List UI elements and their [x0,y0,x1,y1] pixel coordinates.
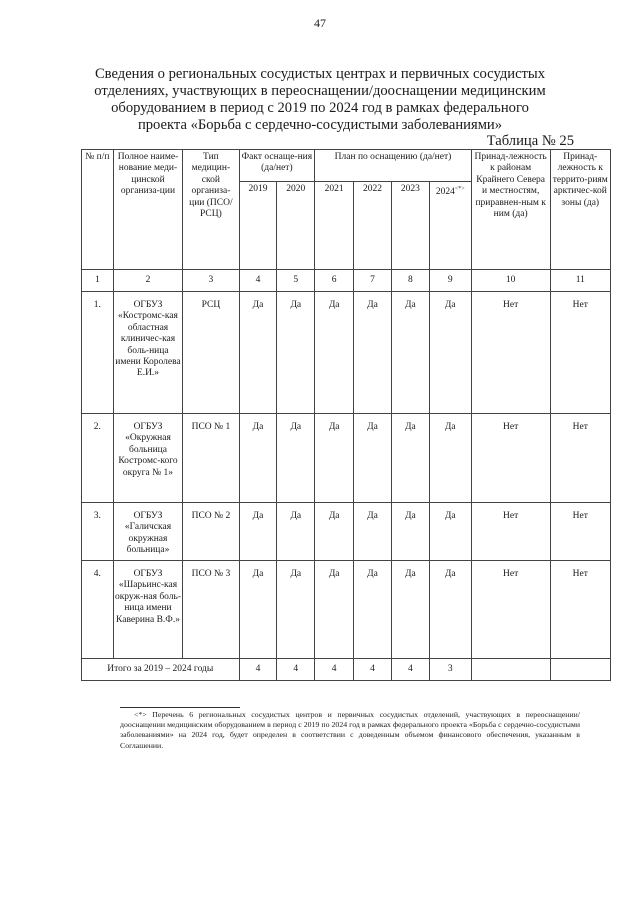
footnote-marker: <*> [454,186,465,192]
total-value: 4 [391,659,429,681]
footnote-mark: <*> [134,710,147,719]
col-number: 3 [183,270,239,292]
row-name: ОГБУЗ «Шарьинс-кая окруж-ная боль-ница имени Каверина В.Ф.» [113,561,183,659]
row-value: Да [315,503,354,561]
row-north: Нет [471,503,550,561]
row-value: Да [277,561,315,659]
row-value: Да [354,503,392,561]
col-number: 6 [315,270,354,292]
year-label: 2024 [435,187,455,198]
header-year-2024 [429,182,471,270]
row-arctic: Нет [550,414,610,503]
row-num: 3. [82,503,114,561]
row-north: Нет [471,292,550,414]
row-type: ПСО № 2 [183,503,239,561]
row-name: ОГБУЗ «Окружная больница Костромс-кого округа № 1» [113,414,183,503]
row-value: Да [277,503,315,561]
page-number: 47 [314,16,326,30]
row-value: Да [354,561,392,659]
header-type: Тип медицин-ской организа-ции (ПСО/ РСЦ) [183,150,239,270]
col-number: 11 [550,270,610,292]
header-year: 2022 [354,182,392,270]
row-value: Да [239,561,277,659]
row-value: Да [239,292,277,414]
col-number: 10 [471,270,550,292]
row-type: ПСО № 1 [183,414,239,503]
row-value: Да [391,561,429,659]
row-value: Да [354,292,392,414]
row-north: Нет [471,561,550,659]
row-value: Да [429,292,471,414]
total-value: 4 [277,659,315,681]
footnote-text: Перечень 6 региональных сосудистых центров и первичных сосудистых отделений, участвующих в переоснащении/дооснащении медицинским оборудованием в период с 2019 по 2024 год в рамках федерального проекта «Борьба с сердечно-сосудистыми заболеваниями» на 2024 год, будет определен в соответствии с доведенным объемом финансового обеспечения, указанным в Соглашении. [120,710,580,750]
col-number: 7 [354,270,392,292]
row-num: 4. [82,561,114,659]
header-plan: План по оснащению (да/нет) [315,150,472,182]
row-value: Да [429,561,471,659]
row-type: ПСО № 3 [183,561,239,659]
title-line: отделениях, участвующих в переоснащении/дооснащении медицинским [94,83,546,99]
total-value: 4 [354,659,392,681]
row-value: Да [239,503,277,561]
total-value: 3 [429,659,471,681]
total-label: Итого за 2019 – 2024 годы [82,659,240,681]
header-year: 2019 [239,182,277,270]
row-name: ОГБУЗ «Галичская окружная больница» [113,503,183,561]
header-num: № п/п [82,150,114,270]
table-label: Таблица № 25 [486,133,574,149]
header-north: Принад-лежность к районам Крайнего Севера и местностям, приравнен-ным к ним (да) [471,150,550,270]
col-number: 4 [239,270,277,292]
col-number: 2 [113,270,183,292]
document-title [78,66,562,134]
row-value: Да [315,292,354,414]
col-number: 8 [391,270,429,292]
row-arctic: Нет [550,503,610,561]
total-empty [550,659,610,681]
header-fact: Факт оснаще-ния (да/нет) [239,150,315,182]
row-value: Да [239,414,277,503]
header-arctic: Принад-лежность к террито-риям арктичес-кой зоны (да) [550,150,610,270]
total-value: 4 [315,659,354,681]
footnote-divider [120,707,240,708]
table-row [82,292,611,414]
table-row [82,414,611,503]
table-row [82,561,611,659]
footnote [120,710,580,751]
title-line: проекта «Борьба с сердечно-сосудистыми заболеваниями» [137,117,503,133]
total-row [82,659,611,681]
row-value: Да [391,414,429,503]
row-value: Да [277,292,315,414]
header-year: 2021 [315,182,354,270]
title-line: Сведения о региональных сосудистых центрах и первичных сосудистых [94,66,546,82]
row-north: Нет [471,414,550,503]
row-value: Да [354,414,392,503]
row-arctic: Нет [550,292,610,414]
header-year: 2023 [391,182,429,270]
col-number: 5 [277,270,315,292]
row-value: Да [391,292,429,414]
row-num: 2. [82,414,114,503]
row-value: Да [429,414,471,503]
row-type: РСЦ [183,292,239,414]
row-value: Да [277,414,315,503]
row-value: Да [429,503,471,561]
row-arctic: Нет [550,561,610,659]
row-num: 1. [82,292,114,414]
header-name: Полное наиме-нование меди-цинской организа-ции [113,150,183,270]
total-empty [471,659,550,681]
row-value: Да [315,414,354,503]
row-value: Да [391,503,429,561]
data-table [81,149,611,681]
row-value: Да [315,561,354,659]
col-number: 1 [82,270,114,292]
total-value: 4 [239,659,277,681]
col-number: 9 [429,270,471,292]
title-line: оборудованием в период с 2019 по 2024 год в рамках федерального [111,100,529,116]
row-name: ОГБУЗ «Костромс-кая областная клиничес-кая боль-ница имени Королева Е.И.» [113,292,183,414]
table-row [82,503,611,561]
header-year: 2020 [277,182,315,270]
